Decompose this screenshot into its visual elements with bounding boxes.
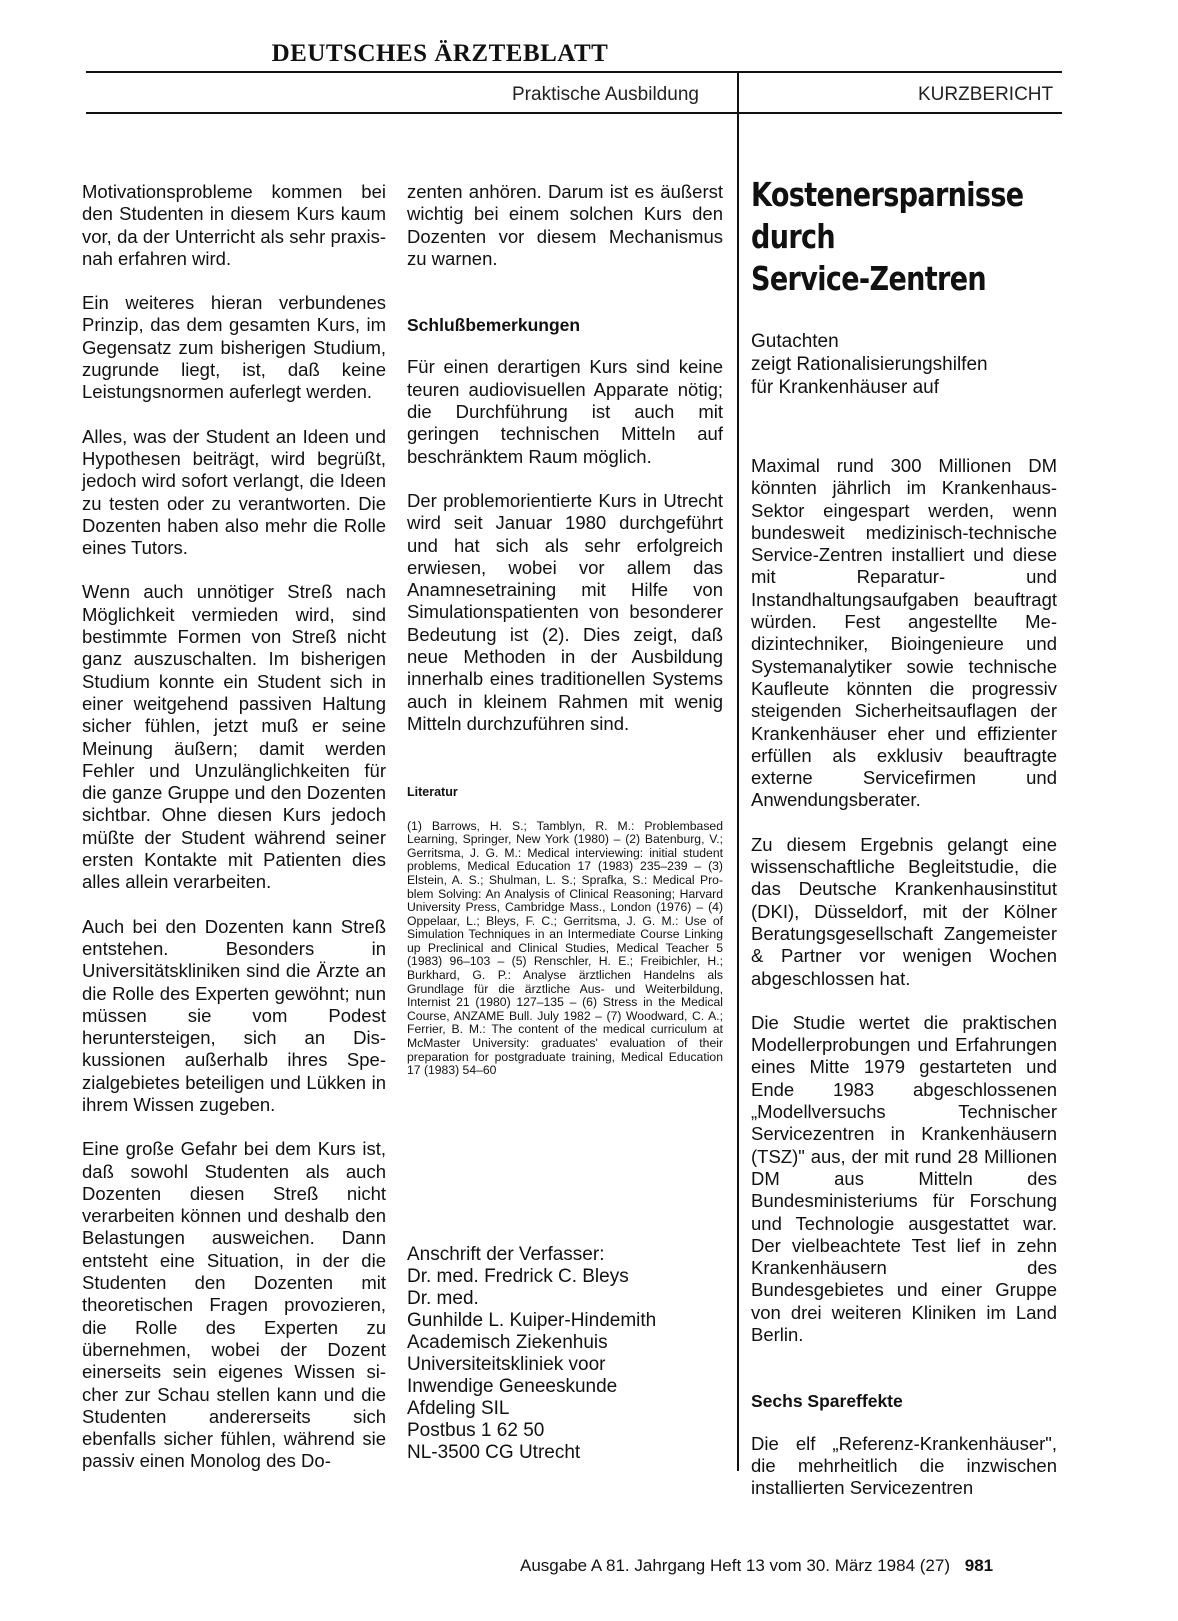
paragraph: Motivationsprobleme kommen bei den Studenten in diesem Kurs kaum vor, da der Unterricht als sehr praxis-nah erfahren wird. xyxy=(82,181,386,269)
address-line: Postbus 1 62 50 xyxy=(407,1420,545,1441)
deck-line: für Krankenhäuser auf xyxy=(751,377,940,398)
article-deck xyxy=(751,330,1057,399)
column-3 xyxy=(751,174,1057,1521)
address-line: Afdeling SIL xyxy=(407,1398,510,1419)
paragraph: Maximal rund 300 Millionen DM könnten jährlich im Krankenhaus-Sektor eingespart werden, wenn bundesweit medizinisch-technische Service-Zentren installiert und diese mit Reparatur- und Instandhaltungsaufgaben beauftragt würden. Fest angestellte Medizintechniker, Bioingenieure und Systemanalytiker sowie technische Kaufleute könnten die progressiv steigenden Sicherheitsauflagen der Krankenhäuser eher und effizienter erfüllen als exklusiv beauftragte externe Servicefirmen und Anwendungsberater. xyxy=(751,455,1057,811)
literature-heading: Literatur xyxy=(407,785,458,800)
masthead-rule xyxy=(86,71,1062,73)
address-line: NL-3500 CG Utrecht xyxy=(407,1442,581,1463)
address-line: Inwendige Geneeskunde xyxy=(407,1376,618,1397)
headline-line: durch xyxy=(751,217,836,256)
article-kind: KURZBERICHT xyxy=(918,84,1054,105)
paragraph: Ein weiteres hieran verbundenes Prinzip, das dem gesamten Kurs, im Gegensatz zum bisherigen Studium, zugrunde liegt, ist, daß keine Leistungsnormen auferlegt werden. xyxy=(82,292,386,403)
column-1 xyxy=(82,181,386,1495)
deck-line: Gutachten xyxy=(751,331,839,352)
address-line: Universiteitskliniek voor xyxy=(407,1354,606,1375)
paragraph: zenten anhören. Darum ist es äußerst wichtig bei einem solchen Kurs den Dozenten vor diesem Mechanismus zu warnen. xyxy=(407,181,723,269)
address-line: Gunhilde L. Kuiper-Hindemith xyxy=(407,1310,657,1331)
paragraph: Wenn auch unnötiger Streß nach Möglichkeit vermieden wird, sind bestimmte Formen von Streß nicht ganz auszuschalten. Im bisherigen Studium konnte ein Student sich in einer weitgehend passiven Haltung sicher fühlen, jetzt muß er seine Meinung äußern; damit werden Fehler und Unzulänglichkeiten für die ganze Gruppe und den Dozenten sichtbar. Ohne diesen Kurs jedoch müßte der Student während seiner ersten Kontakte mit Patienten dies alles allein verarbeiten. xyxy=(82,581,386,893)
paragraph: Alles, was der Student an Ideen und Hypothesen beiträgt, wird begrüßt, jedoch wird sofort verlangt, die Ideen zu testen oder zu verantworten. Die Dozenten haben also mehr die Rolle eines Tutors. xyxy=(82,425,386,559)
address-line: Dr. med. xyxy=(407,1288,479,1309)
paragraph: Zu diesem Ergebnis gelangt eine wissenschaftliche Begleitstudie, die das Deutsche Krankenhausinstitut (DKI), Düsseldorf, mit der Kölner Beratungsgesellschaft Zangemeister & Partner vor wenigen Wochen abgeschlossen hat. xyxy=(751,833,1057,989)
literature-list: (1) Barrows, H. S.; Tamblyn, R. M.: Problembased Learning, Springer, New York (1980) – (2) Batenburg, V.; Gerritsma, J. G. M.: Medical interviewing: initial student problems, Medical Education 17 (1983) 235–239 – (3) Elstein, A. S.; Shulman, L. S.; Sprafka, S.: Medical Problem Solving: An Analysis of Clinical Reasoning; Harvard University Press, Cambridge Mass., London (1976) – (4) Oppelaar, L.; Bleys, F. C.; Gerritsma, J. G. M.: Use of Simulation Techniques in an Intermediate Course Linking up Preclinical and Clinical Studies, Medical Teacher 5 (1983) 96–103 – (5) Renschler, H. E.; Freibichler, H.; Burkhard, G. P.: Analyse ärztlichen Handelns als Grundlage für die ärztliche Aus- und Weiterbildung, Internist 21 (1980) 127–135 – (6) Stress in the Medical Course, ANZAME Bull. July 1982 – (7) Woodward, C. A.; Ferrier, B. M.: The content of the medical curriculum at McMaster University: graduates' evaluation of their preparation for postgraduate training, Medical Education 17 (1983) 54–60 xyxy=(407,818,723,1078)
address-line: Dr. med. Fredrick C. Bleys xyxy=(407,1266,629,1287)
column-2 xyxy=(407,181,723,1100)
subheading: Schlußbemerkungen xyxy=(407,315,581,336)
issue-info: Ausgabe A 81. Jahrgang Heft 13 vom 30. März 1984 (27) xyxy=(520,1556,950,1575)
paragraph: Eine große Gefahr bei dem Kurs ist, daß sowohl Studenten als auch Dozenten diesen Streß nicht verarbeiten können und deshalb den Belastungen ausweichen. Dann entsteht eine Situation, in der die Studenten den Dozenten mit theoretischen Fragen provozieren, die Rolle des Experten zu übernehmen, wobei der Dozent einerseits sein eigenes Wissen sicher zur Schau stellen kann und die Studenten andererseits sich ebenfalls sicher fühlen, während sie passiv einen Monolog des Do- xyxy=(82,1138,386,1472)
header-rule xyxy=(86,112,1062,114)
paragraph: Die elf „Referenz-Krankenhäuser", die mehrheitlich die inzwischen installierten Servicezentren xyxy=(751,1432,1057,1499)
column-divider xyxy=(737,73,739,1471)
paragraph: Für einen derartigen Kurs sind keine teuren audiovisuellen Apparate nötig; die Durchführung ist auch mit geringen technischen Mitteln auf beschränktem Raum möglich. xyxy=(407,356,723,467)
page-number: 981 xyxy=(964,1556,994,1575)
deck-line: zeigt Rationalisierungshilfen xyxy=(751,354,988,375)
address-line: Anschrift der Verfasser: xyxy=(407,1244,605,1265)
section-label: Praktische Ausbildung xyxy=(512,84,699,105)
subheading: Sechs Spareffekte xyxy=(751,1391,903,1412)
author-address xyxy=(407,1244,723,1464)
address-line: Academisch Ziekenhuis xyxy=(407,1332,608,1353)
paragraph: Auch bei den Dozenten kann Streß entstehen. Besonders in Universitätskliniken sind die Ärzte an die Rolle des Experten gewöhnt; nun müssen sie vom Podest heruntersteigen, sich an Diskussionen außerhalb ihres Spezialgebietes beteiligen und Lükken in ihrem Wissen zugeben. xyxy=(82,915,386,1115)
headline-line: Service-Zentren xyxy=(751,259,987,298)
paragraph: Die Studie wertet die praktischen Modellerprobungen und Erfahrungen eines Mitte 1979 gestarteten und Ende 1983 abgeschlossenen „Modellversuchs Technischer Servicezentren in Krankenhäusern (TSZ)" aus, der mit rund 28 Millionen DM aus Mitteln des Bundesministeriums für Forschung und Technologie ausgestattet war. Der vielbeachtete Test lief in zehn Krankenhäusern des Bundesgebietes und einer Gruppe von drei weiteren Kliniken im Land Berlin. xyxy=(751,1011,1057,1345)
paragraph: Der problemorientierte Kurs in Utrecht wird seit Januar 1980 durchgeführt und hat sich als sehr erfolgreich erwiesen, wobei vor allem das Anamnesetraining mit Hilfe von Simulationspatienten von besonderer Bedeutung ist (2). Dies zeigt, daß neue Methoden in der Ausbildung innerhalb eines traditionellen Systems auch in kleinem Rahmen mit wenig Mitteln durchzuführen sind. xyxy=(407,489,723,734)
masthead: DEUTSCHES ÄRZTEBLATT xyxy=(271,40,609,67)
article-headline xyxy=(751,174,1079,300)
headline-line: Kostenersparnisse xyxy=(751,175,1024,214)
page-footer xyxy=(520,1556,993,1576)
